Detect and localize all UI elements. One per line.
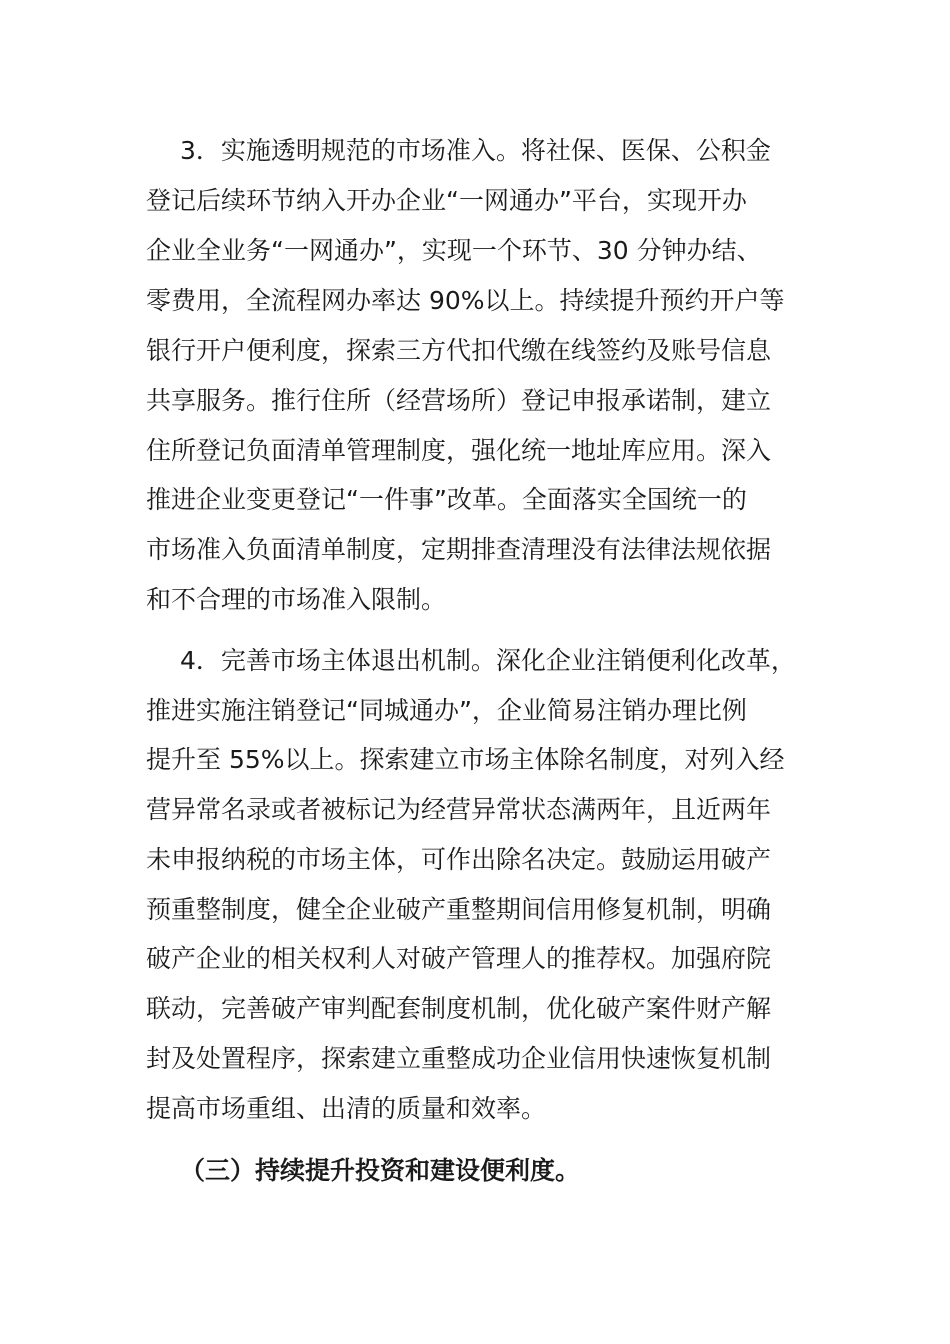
paragraph-line: 和不合理的市场准入限制。 (146, 585, 447, 614)
paragraph-line: 未申报纳税的市场主体，可作出除名决定。鼓励运用破产 (146, 845, 772, 874)
paragraph-line: 4．完善市场主体退出机制。深化企业注销便利化改革， (180, 646, 796, 675)
paragraph-line: 3．实施透明规范的市场准入。将社保、医保、公积金 (180, 136, 771, 165)
paragraph-line: 提升至 55%以上。探索建立市场主体除名制度，对列入经 (146, 745, 785, 774)
paragraph-line: 共享服务。推行住所（经营场所）登记申报承诺制，建立 (146, 386, 772, 415)
paragraph-line: 联动，完善破产审判配套制度机制，优化破产案件财产解 (146, 994, 772, 1023)
paragraph-line: 预重整制度，健全企业破产重整期间信用修复机制，明确 (146, 895, 772, 924)
section-heading: （三）持续提升投资和建设便利度。 (180, 1156, 581, 1185)
paragraph-line: 推进企业变更登记“一件事”改革。全面落实全国统一的 (146, 485, 747, 514)
paragraph-line: 封及处置程序，探索建立重整成功企业信用快速恢复机制 (146, 1044, 772, 1073)
paragraph-line: 提高市场重组、出清的质量和效率。 (146, 1094, 547, 1123)
paragraph-line: 营异常名录或者被标记为经营异常状态满两年，且近两年 (146, 795, 772, 824)
paragraph-line: 住所登记负面清单管理制度，强化统一地址库应用。深入 (146, 436, 772, 465)
paragraph-line: 破产企业的相关权利人对破产管理人的推荐权。加强府院 (146, 944, 772, 973)
paragraph-line: 市场准入负面清单制度，定期排查清理没有法律法规依据 (146, 535, 772, 564)
paragraph-line: 推进实施注销登记“同城通办”，企业简易注销办理比例 (146, 696, 747, 725)
paragraph-line: 银行开户便利度，探索三方代扣代缴在线签约及账号信息 (146, 336, 772, 365)
paragraph-line: 企业全业务“一网通办”，实现一个环节、30 分钟办结、 (146, 236, 762, 265)
paragraph-line: 零费用，全流程网办率达 90%以上。持续提升预约开户等 (146, 286, 785, 315)
paragraph-line: 登记后续环节纳入开办企业“一网通办”平台，实现开办 (146, 186, 747, 215)
